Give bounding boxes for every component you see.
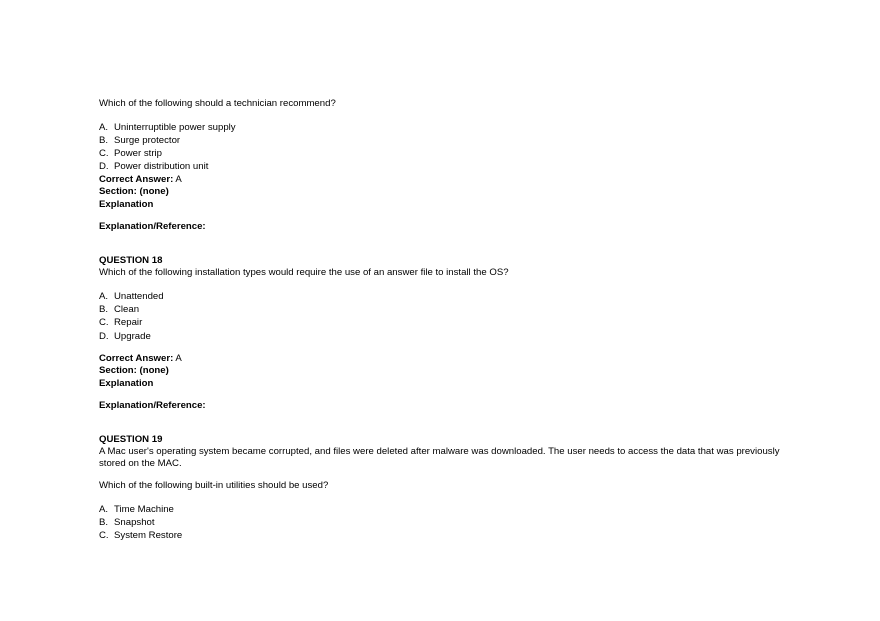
- q19-title: QUESTION 19: [99, 433, 163, 445]
- q17-section: Section: (none): [99, 186, 169, 198]
- correct-answer-value: A: [173, 352, 182, 364]
- q19-options: [99, 503, 789, 543]
- q17-option-d: [99, 160, 789, 173]
- option-letter: B.: [99, 303, 109, 315]
- option-letter: A.: [99, 503, 109, 515]
- q17-options: [99, 121, 789, 174]
- option-letter: D.: [99, 330, 109, 342]
- option-letter: A.: [99, 290, 109, 302]
- q19-prompt: Which of the following built-in utilities should be used?: [99, 480, 329, 492]
- q19-option-b: [99, 516, 789, 529]
- option-letter: D.: [99, 161, 109, 173]
- q18-explanation: Explanation: [99, 377, 154, 389]
- option-letter: A.: [99, 121, 109, 133]
- option-text: Repair: [114, 317, 143, 329]
- q18-stem: Which of the following installation types would require the use of an answer file to install the OS?: [99, 267, 509, 279]
- q17-option-a: [99, 121, 789, 134]
- q19-stem: A Mac user's operating system became corrupted, and files were deleted after malware was downloaded. The user needs to access the data that was previously stored on the MAC.: [99, 446, 780, 470]
- q17-stem: Which of the following should a technician recommend?: [99, 98, 336, 109]
- q19-option-c: [99, 529, 789, 542]
- q18-options: [99, 290, 789, 343]
- option-text: Power strip: [114, 148, 162, 160]
- q17-correct-answer: [99, 174, 789, 187]
- q18-option-a: [99, 290, 789, 303]
- option-text: System Restore: [114, 530, 183, 542]
- document-page: [99, 98, 789, 543]
- q19-option-a: [99, 503, 789, 516]
- correct-answer-value: A: [173, 173, 182, 185]
- option-text: Unattended: [114, 290, 164, 302]
- option-text: Time Machine: [114, 503, 174, 515]
- q18-correct-answer: [99, 353, 789, 366]
- option-text: Uninterruptible power supply: [114, 121, 236, 133]
- option-text: Snapshot: [114, 517, 155, 529]
- option-letter: C.: [99, 530, 109, 542]
- q18-section: Section: (none): [99, 365, 169, 377]
- option-letter: B.: [99, 134, 109, 146]
- option-letter: C.: [99, 317, 109, 329]
- option-letter: B.: [99, 517, 109, 529]
- q18-option-b: [99, 303, 789, 316]
- q17-option-b: [99, 134, 789, 147]
- option-text: Upgrade: [114, 330, 151, 342]
- option-text: Surge protector: [114, 134, 181, 146]
- q18-option-c: [99, 316, 789, 329]
- option-letter: C.: [99, 148, 109, 160]
- q18-option-d: [99, 330, 789, 343]
- correct-answer-label: Correct Answer:: [99, 173, 174, 185]
- q18-title: QUESTION 18: [99, 254, 163, 266]
- q18-reference: Explanation/Reference:: [99, 400, 206, 412]
- correct-answer-label: Correct Answer:: [99, 352, 174, 364]
- option-text: Clean: [114, 303, 140, 315]
- q17-explanation: Explanation: [99, 198, 154, 210]
- option-text: Power distribution unit: [114, 161, 209, 173]
- q17-reference: Explanation/Reference:: [99, 221, 206, 233]
- q17-option-c: [99, 147, 789, 160]
